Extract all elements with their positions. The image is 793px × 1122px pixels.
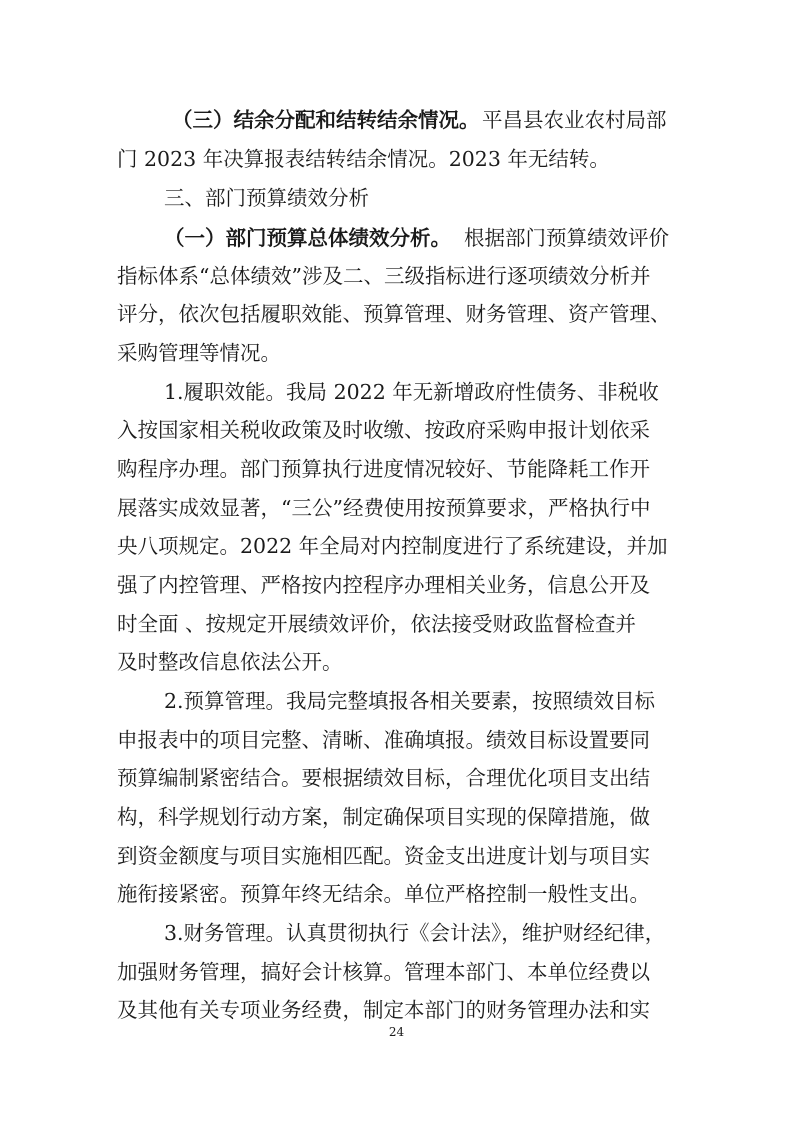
page-number: 24 [388,1025,405,1039]
section-text: 平昌县农业农村局部 [482,108,667,132]
section-heading: （一）部门预算总体绩效分析。 [164,226,451,250]
section-heading: （三）结余分配和结转结余情况。 [172,108,480,132]
section-text: 根据部门预算绩效评价 [464,226,669,250]
